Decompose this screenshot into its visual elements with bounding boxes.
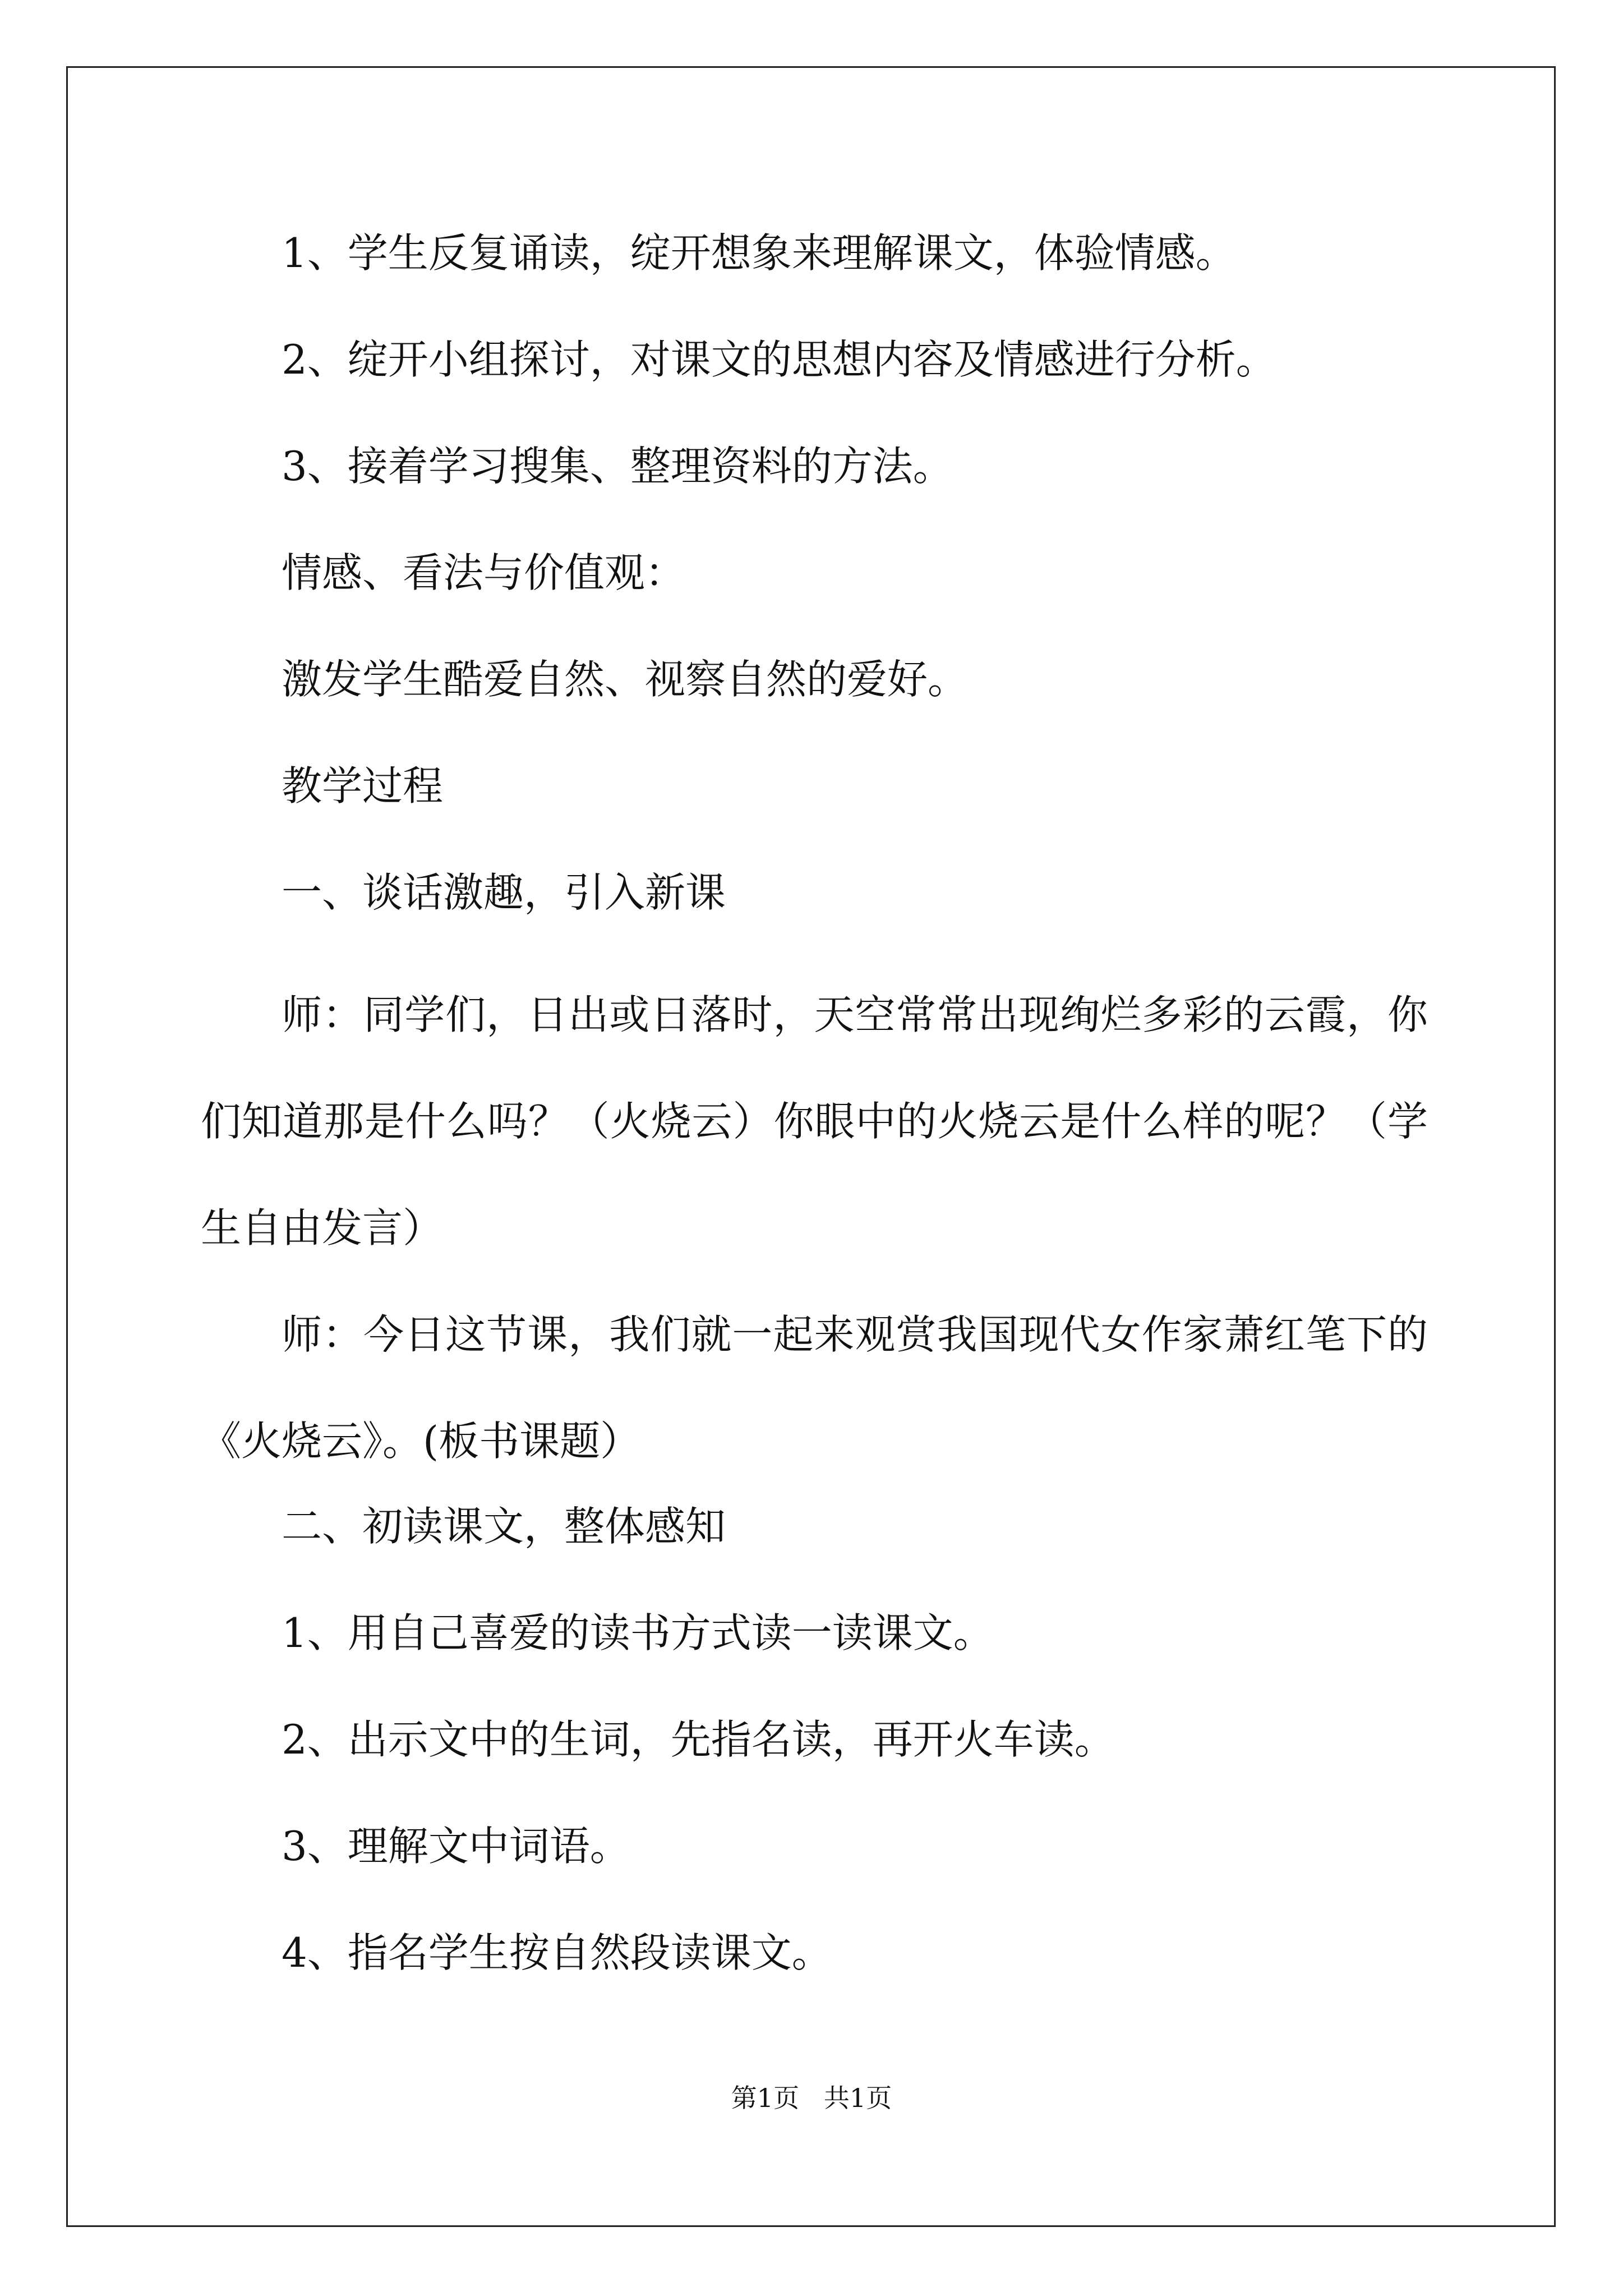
paragraph-step-3: 3、理解文中词语。 [282,1823,630,1870]
page-number-footer: 第1页 共1页 [731,2083,892,2113]
paragraph-values-heading: 情感、看法与价值观： [282,549,686,596]
paragraph-teacher-topic: 师：今日这节课，我们就一起来观赏我国现代女作家萧红笔下的《火烧云》。(板书课题） [201,1311,1428,1465]
paragraph-step-1: 1、用自己喜爱的读书方式读一读课文。 [282,1609,994,1657]
paragraph-section-1-heading: 一、谈话激趣，引入新课 [282,869,726,916]
paragraph-objective-2: 2、绽开小组探讨，对课文的思想内容及情感进行分析。 [282,336,1276,383]
paragraph-step-2: 2、出示文中的生词，先指名读，再开火车读。 [282,1716,1115,1763]
paragraph-section-2-heading: 二、初读课文，整体感知 [282,1503,726,1550]
paragraph-objective-1: 1、学生反复诵读，绽开想象来理解课文，体验情感。 [282,229,1236,277]
paragraph-step-4: 4、指名学生按自然段读课文。 [282,1929,832,1976]
paragraph-teacher-intro: 师：同学们，日出或日落时，天空常常出现绚烂多彩的云霞，你们知道那是什么吗？（火烧云）你眼中的火烧云是什么样的呢？（学生自由发言） [201,991,1428,1251]
paragraph-objective-3: 3、接着学习搜集、整理资料的方法。 [282,443,953,490]
paragraph-values-text: 激发学生酷爱自然、视察自然的爱好。 [282,656,969,703]
paragraph-process-heading: 教学过程 [282,762,444,809]
